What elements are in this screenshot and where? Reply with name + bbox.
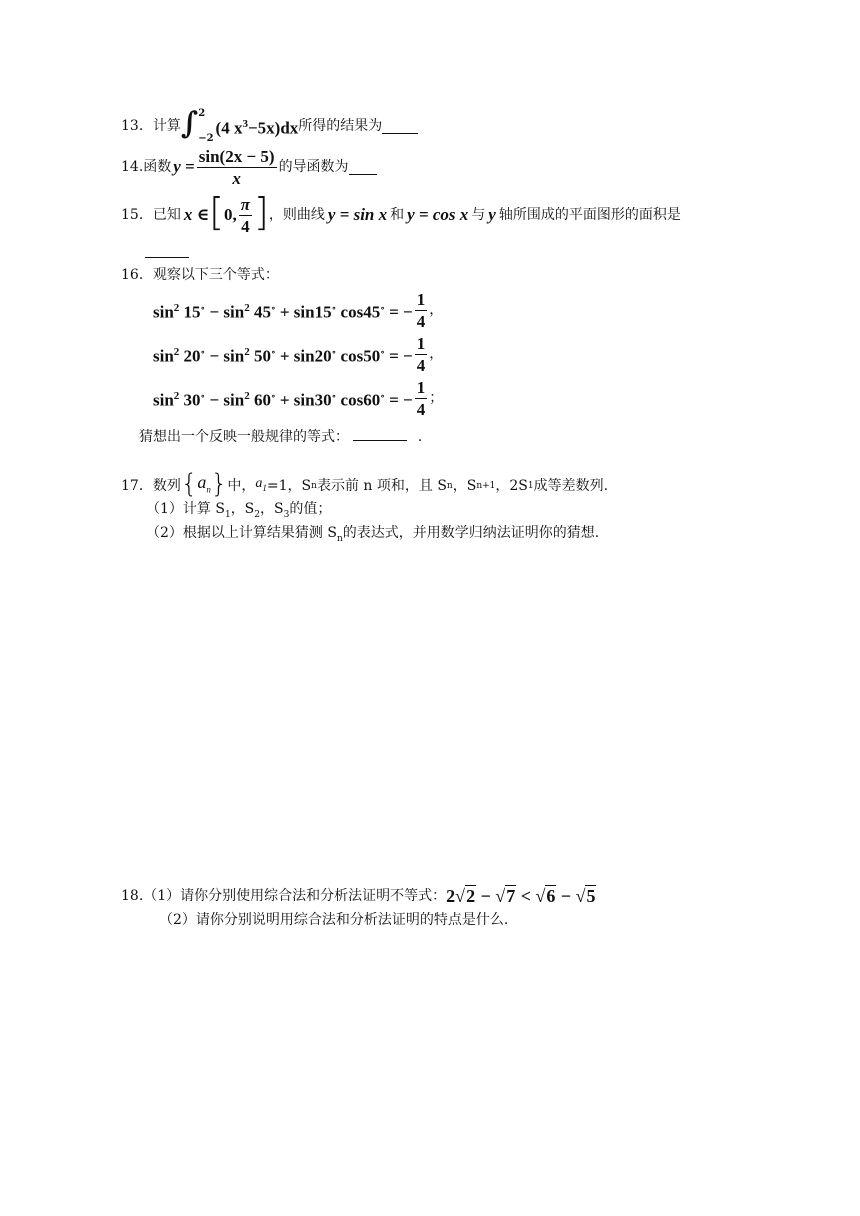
q14-number: 14.	[121, 159, 144, 175]
integral-lower: −2	[198, 133, 214, 144]
q16-equation-1: $\sin^2 15^\circ - \sin^2 45^\circ + \sin 15^\circ$ cos45∘ = − $\frac{1}{4}$ ，	[153, 289, 444, 331]
q17-number: 17．	[121, 478, 153, 494]
q14-answer-blank	[349, 160, 377, 175]
q16-conclusion-end: .	[417, 429, 423, 445]
q15-axis: y	[488, 205, 496, 224]
question-16	[121, 265, 279, 285]
q15-pi: π	[240, 194, 251, 214]
eq3-fraction: $\frac{1}{4}$	[416, 377, 426, 419]
eq2-fraction: $\frac{1}{4}$	[416, 333, 426, 375]
question-17: 17． 数列 { $a_n$ } 中， $a_1$ =1，S n 表示前 n 项和，且 S n ，S n+1 ，2S 1 成等差数列.	[121, 472, 608, 500]
q15-mid2: 和	[390, 207, 405, 223]
q16-number: 16．	[121, 267, 153, 283]
question-13	[121, 108, 418, 144]
q18-number: 18.	[121, 888, 144, 904]
q16-equation-3: $\sin^2 30^\circ - \sin^2 60^\circ + \sin 30^\circ$ cos60∘ = − $\frac{1}{4}$ ；	[153, 377, 444, 419]
eq2-end: ，	[429, 346, 444, 362]
q14-suffix: 的导函数为	[278, 159, 349, 175]
q17-seq: $a_n$	[197, 472, 211, 495]
q18-part-2: （2）请你分别说明用综合法和分析法证明的特点是什么.	[159, 912, 509, 928]
right-brace: }	[210, 469, 228, 499]
q14-lhs: y =	[173, 157, 195, 176]
eq1-angle-b: 45	[253, 302, 271, 322]
question-14	[121, 144, 377, 190]
eq2-angle-b: 50	[253, 346, 271, 366]
left-bracket: [	[209, 190, 224, 234]
q18-inequality: 2√2 − √7 < √6 − √5	[446, 886, 596, 906]
eq3-angle-a: 30	[183, 390, 201, 410]
eq1-angle-a: 15	[183, 302, 201, 322]
q13-prefix: 计算	[152, 118, 181, 134]
q14-prefix: 函数	[143, 159, 172, 175]
q16-intro: 观察以下三个等式：	[152, 267, 279, 283]
q18-part-1: （1）请你分别使用综合法和分析法证明不等式：	[143, 888, 447, 904]
q17-part-2: （2）根据以上计算结果猜测 $S_n$的表达式，并用数学归纳法证明你的猜想.	[146, 525, 600, 544]
q14-denominator: x	[232, 168, 241, 188]
question-15	[121, 190, 681, 237]
q17-a1: $a_1$	[255, 476, 267, 493]
q15-mid3: 与	[471, 207, 486, 223]
q13-answer-blank	[382, 119, 418, 134]
q15-number: 15．	[121, 207, 153, 223]
q13-suffix: 所得的结果为	[298, 118, 383, 134]
q15-interval-left: 0,	[224, 205, 237, 224]
q15-prefix: 已知	[152, 207, 181, 223]
q16-conclusion-text: 猜想出一个反映一般规律的等式：	[139, 429, 349, 445]
q16-answer-blank	[353, 426, 407, 441]
eq3-end: ；	[429, 390, 444, 406]
eq1-end: ，	[429, 302, 444, 318]
eq3-angle-b: 60	[253, 390, 271, 410]
q15-curve2: y = cos x	[407, 205, 469, 224]
question-18	[121, 882, 596, 910]
q15-answer-blank	[145, 257, 189, 258]
q15-four: 4	[241, 216, 250, 236]
q16-equation-2: $\sin^2 20^\circ - \sin^2 50^\circ + \sin 20^\circ$ cos50∘ = − $\frac{1}{4}$ ，	[153, 333, 444, 375]
eq2-angle-a: 20	[183, 346, 201, 366]
q13-integrand: (4 $x^3-5x)dx$	[215, 117, 299, 138]
q14-numerator: sin(2x − 5)	[198, 146, 275, 166]
q15-curve1: y = sin x	[327, 205, 388, 224]
integral-symbol: ∫	[180, 106, 199, 141]
q17-part-1: （1）计算 $S_1$，$S_2$，$S_3$的值；	[146, 501, 332, 520]
q13-number: 13．	[121, 118, 153, 134]
integral-upper: 2	[198, 108, 206, 119]
q17-seq-prefix: 数列	[152, 478, 181, 494]
q15-suffix: 轴所围成的平面图形的面积是	[498, 207, 681, 223]
q15-set-var: x ∈	[183, 205, 210, 224]
right-bracket: ]	[254, 190, 269, 234]
q16-conclusion	[139, 426, 422, 447]
q15-pi-fraction	[239, 195, 252, 236]
left-brace: {	[180, 469, 198, 499]
q15-mid1: ，则曲线	[268, 207, 325, 223]
q14-fraction	[197, 147, 277, 188]
integral-limits	[198, 108, 213, 144]
eq1-fraction: $\frac{1}{4}$	[416, 289, 426, 331]
